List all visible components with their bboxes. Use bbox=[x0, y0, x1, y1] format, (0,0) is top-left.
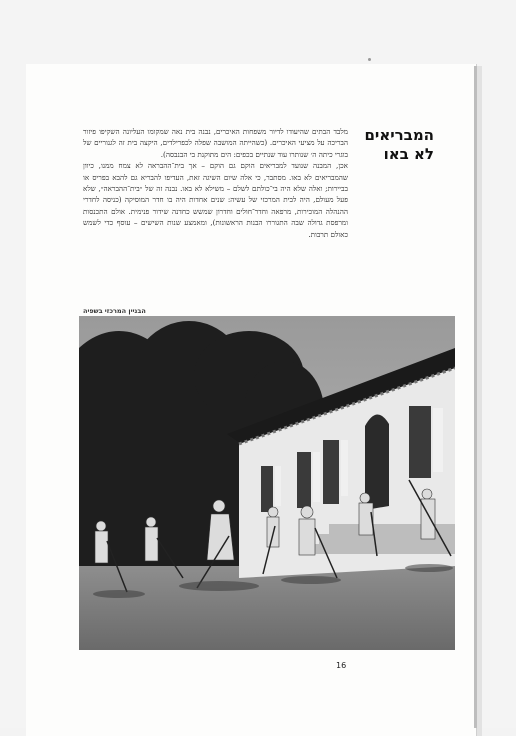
page-number: 16 bbox=[336, 661, 347, 670]
photo-caption: הבניין המרכזי בשפיה bbox=[83, 307, 146, 315]
article-body bbox=[83, 126, 348, 240]
black-and-white-photograph bbox=[79, 316, 455, 650]
title-line-2: לא באו bbox=[383, 145, 434, 163]
article-title bbox=[356, 126, 434, 164]
title-line-1: המבריאים bbox=[364, 126, 434, 144]
scan-speck bbox=[368, 58, 371, 61]
photo-illustration bbox=[79, 316, 455, 650]
page-edge bbox=[474, 66, 477, 728]
paragraph-1: מלבד הבתים שהיעודו לדיור משפחות האיכרים, נבנה בית נאה שמקומו העליונה השקיפו פיזור הבריכה על מציעי האיכרים. (כשהייתה המושבה שפלה לכפרילדים, היקצה בית זה לגנוריים של בוגרי כיתה ה׳ שנותרו עוד שנתיים בכפים: הים מתוקנת בי הבנבסה). bbox=[83, 127, 348, 159]
paragraph-2: אכן, המבנה שנועד למבריאים הוקם גם הוקם – אך בית־ההבראה לא צמח ממנו, כיוון שהמבריאים לא באו. מסתבר, כי אלה שיום השיגה זאת, העדיפו להבריא גם להבא בפריס או בביירות; ואלה שלא היה בי־כולתם לשלם – משילא לא באו. נבנה זה של ״בית־ההבראה״, שלא פעל מעולם, היה לבית המרכזי של עשיה: שנים אחדות היה בו חדר המוסיקה (כניסה לחדרי ההנהלה המוכירות, מרפאה וחדר־חולים וחדרון שמשש כחדנה שידור פנימית. אולם התכנסות ומרפסת גדולה שבה התגוררו הבנות הראשונות), ומאמצע שנות השישים – עוסף כדי לשמש כאולם תרבות. bbox=[83, 161, 348, 239]
